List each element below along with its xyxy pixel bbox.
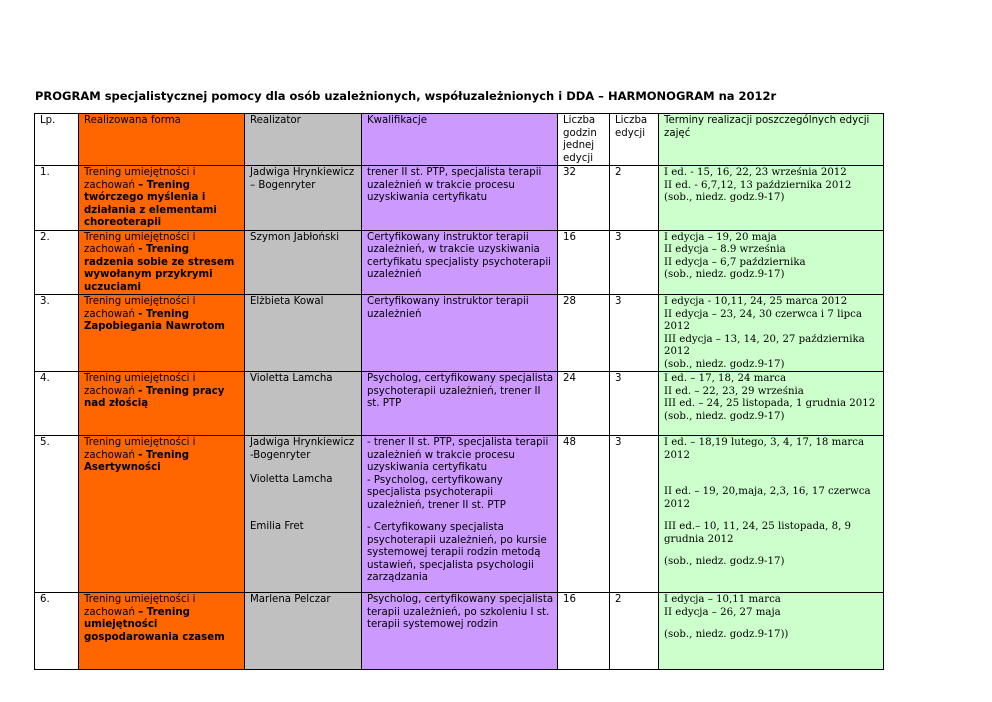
header-lp: Lp.	[35, 114, 79, 166]
cell-kwalifikacje: Psycholog, certyfikowany specjalista psychoterapii uzależnień, trener II st. PTP	[362, 372, 558, 436]
header-terminy: Terminy realizacji poszczególnych edycji zajęć	[659, 114, 884, 166]
schedule-table	[34, 113, 884, 670]
header-realizator: Realizator	[245, 114, 362, 166]
header-kwalifikacje: Kwalifikacje	[362, 114, 558, 166]
cell-forma: Trening umiejętności i zachowań - Trening pracy nad złością	[79, 372, 245, 436]
cell-realizator: Violetta Lamcha	[245, 372, 362, 436]
cell-terminy: I edycja - 10,11, 24, 25 marca 2012 II edycja – 23, 24, 30 czerwca i 7 lipca 2012 III edycja – 13, 14, 20, 27 października 2012 (sob., niedz. godz.9-17)	[659, 295, 884, 372]
cell-kwalifikacje: Psycholog, certyfikowany specjalista terapii uzależnień, po szkoleniu I st. terapii systemowej rodzin	[362, 593, 558, 670]
cell-godzin: 28	[558, 295, 610, 372]
cell-godzin: 48	[558, 436, 610, 593]
table-row	[35, 372, 884, 436]
realizator-name: Jadwiga Hrynkiewicz -Bogenryter	[250, 437, 355, 461]
cell-forma: Trening umiejętności i zachowań - Trening Zapobiegania Nawrotom	[79, 295, 245, 372]
table-row	[35, 436, 884, 593]
realizator-name: Violetta Lamcha	[250, 474, 333, 485]
cell-forma: Trening umiejętności i zachowań - Trening Asertywności	[79, 436, 245, 593]
cell-lp: 3.	[35, 295, 79, 372]
cell-realizator: Elżbieta Kowal	[245, 295, 362, 372]
cell-lp: 6.	[35, 593, 79, 670]
cell-lp: 2.	[35, 230, 79, 295]
cell-edycji: 3	[610, 436, 659, 593]
cell-lp: 4.	[35, 372, 79, 436]
header-liczba-godzin: Liczba godzin jednej edycji	[558, 114, 610, 166]
cell-realizator: Szymon Jabłoński	[245, 230, 362, 295]
cell-forma: Trening umiejętności i zachowań - Trening radzenia sobie ze stresem wywołanym przykrymi uczuciami	[79, 230, 245, 295]
realizator-name: Emilia Fret	[250, 520, 304, 532]
header-liczba-edycji: Liczba edycji	[610, 114, 659, 166]
table-row	[35, 295, 884, 372]
cell-forma: Trening umiejętności i zachowań – Trening umiejętności gospodarowania czasem	[79, 593, 245, 670]
cell-forma: Trening umiejętności i zachowań – Trening twórczego myślenia i działania z elementami choreoterapii	[79, 166, 245, 231]
cell-edycji: 3	[610, 295, 659, 372]
cell-lp: 1.	[35, 166, 79, 231]
cell-edycji: 2	[610, 593, 659, 670]
cell-godzin: 16	[558, 593, 610, 670]
cell-terminy: I ed. - 15, 16, 22, 23 września 2012 II ed. - 6,7,12, 13 października 2012 (sob., niedz. godz.9-17)	[659, 166, 884, 231]
cell-realizator	[245, 436, 362, 593]
cell-lp: 5.	[35, 436, 79, 593]
cell-terminy: I ed. – 18,19 lutego, 3, 4, 17, 18 marca 2012 II ed. – 19, 20,maja, 2,3, 16, 17 czerwca 2012 III ed.– 10, 11, 24, 25 listopada, 8, 9 grudnia 2012 (sob., niedz. godz.9-17)	[659, 436, 884, 593]
cell-terminy: I edycja – 10,11 marca II edycja – 26, 27 maja (sob., niedz. godz.9-17))	[659, 593, 884, 670]
cell-godzin: 16	[558, 230, 610, 295]
cell-godzin: 32	[558, 166, 610, 231]
cell-edycji: 3	[610, 230, 659, 295]
cell-edycji: 3	[610, 372, 659, 436]
cell-realizator: Jadwiga Hrynkiewicz – Bogenryter	[245, 166, 362, 231]
cell-kwalifikacje: - trener II st. PTP, specjalista terapii uzależnień w trakcie procesu uzyskiwania certyfikatu - Psycholog, certyfikowany specjalista psychoterapii uzależnień, trener II st. PTP - Certyfikowany specjalista psychoterapii uzależnień, po kursie systemowej terapii rodzin metodą ustawień, specjalista psychologii zarządzania	[362, 436, 558, 593]
table-row	[35, 166, 884, 231]
cell-kwalifikacje: trener II st. PTP, specjalista terapii uzależnień w trakcie procesu uzyskiwania certyfikatu	[362, 166, 558, 231]
cell-kwalifikacje: Certyfikowany instruktor terapii uzależnień, w trakcie uzyskiwania certyfikatu specjalisty psychoterapii uzależnień	[362, 230, 558, 295]
document-title: PROGRAM specjalistycznej pomocy dla osób uzależnionych, współuzależnionych i DDA – HARMONOGRAM na 2012r	[35, 89, 777, 103]
table-row	[35, 593, 884, 670]
cell-terminy: I edycja – 19, 20 maja II edycja – 8.9 września II edycja – 6,7 października (sob., niedz. godz.9-17)	[659, 230, 884, 295]
cell-kwalifikacje: Certyfikowany instruktor terapii uzależnień	[362, 295, 558, 372]
cell-terminy: I ed. – 17, 18, 24 marca II ed. – 22, 23, 29 września III ed. – 24, 25 listopada, 1 grudnia 2012 (sob., niedz. godz.9-17)	[659, 372, 884, 436]
header-forma: Realizowana forma	[79, 114, 245, 166]
cell-godzin: 24	[558, 372, 610, 436]
cell-realizator: Marlena Pelczar	[245, 593, 362, 670]
table-row	[35, 230, 884, 295]
cell-edycji: 2	[610, 166, 659, 231]
header-row	[35, 114, 884, 166]
